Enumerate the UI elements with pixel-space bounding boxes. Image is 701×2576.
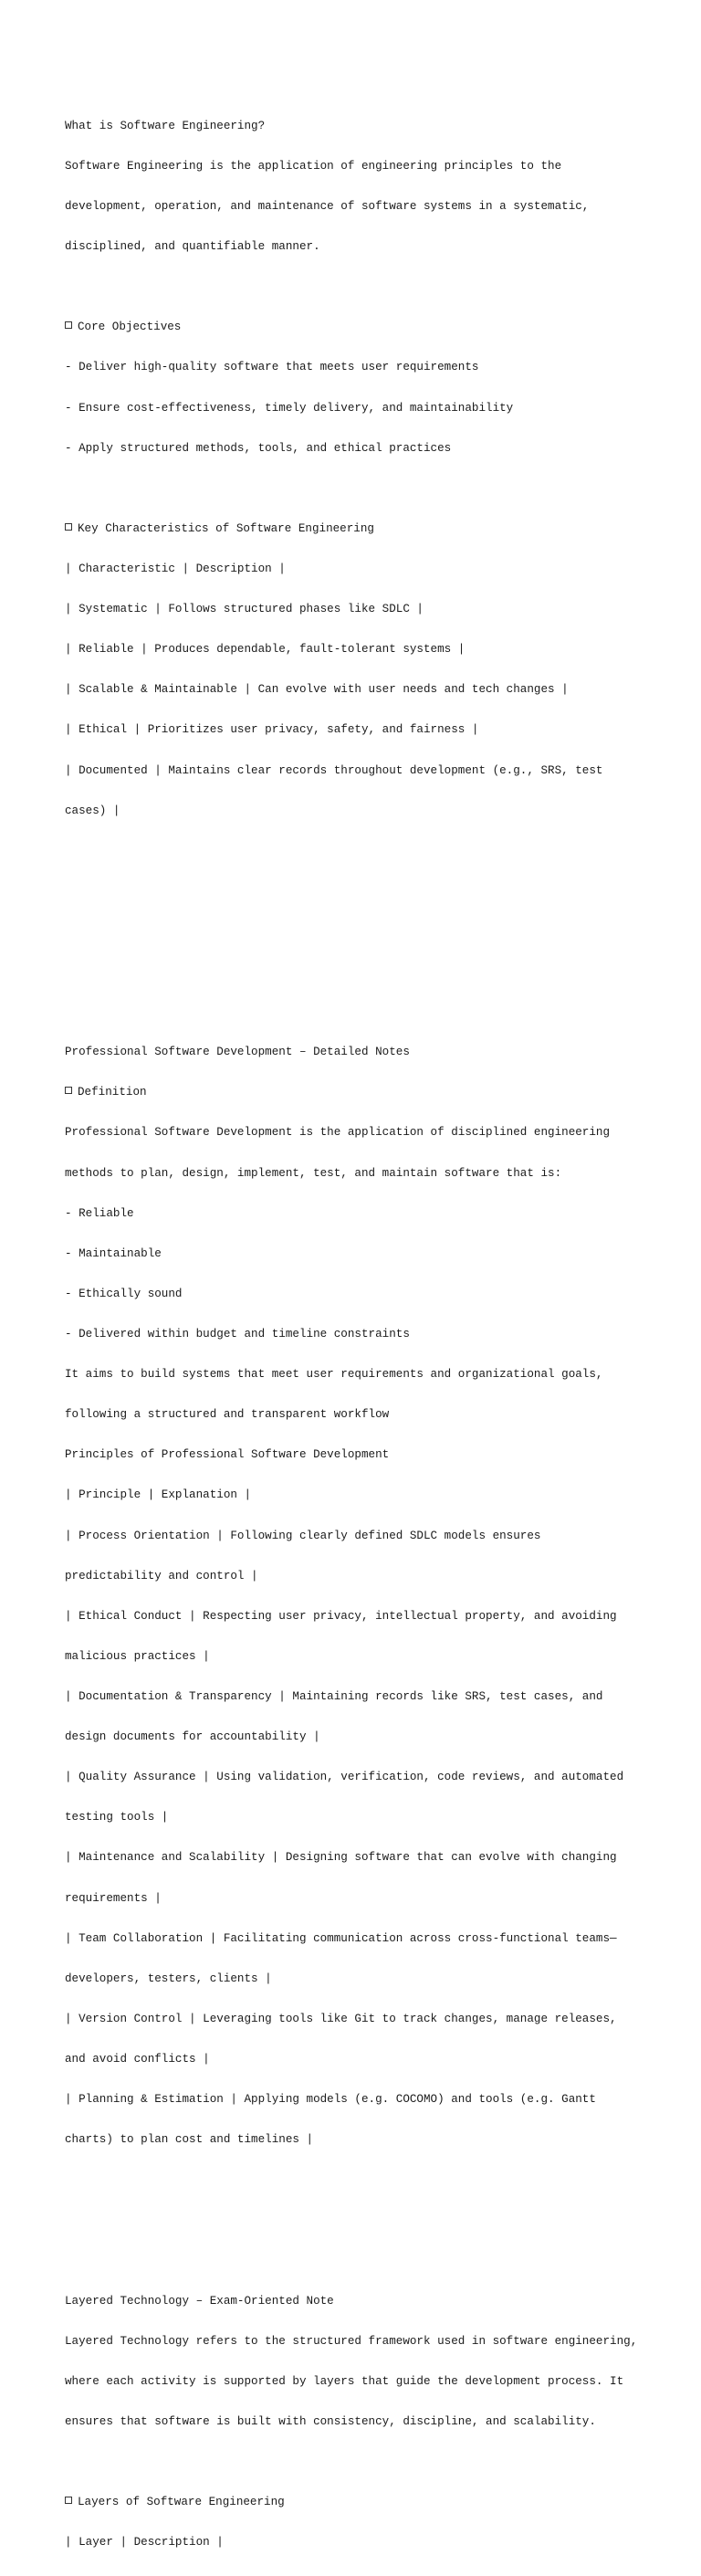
definition-line: Layered Technology refers to the structured framework used in software engineering, [65,2334,638,2348]
table-row: | Version Control | Leveraging tools like Git to track changes, manage releases, [65,2012,617,2025]
subheading-label: Layers of Software Engineering [78,2496,285,2509]
definition-line: ensures that software is built with consistency, discipline, and scalability. [65,2414,596,2428]
subheading [65,2496,658,2509]
table-row: | Systematic | Follows structured phases like SDLC | [65,603,424,616]
table-row: | Ethical | Prioritizes user privacy, safety, and fairness | [65,723,479,737]
checkbox-bullet-icon [65,321,72,329]
checkbox-bullet-icon [65,1087,72,1094]
table-row: predictability and control | [65,1569,258,1582]
list-item: - Reliable [65,1206,134,1220]
paragraph-line: following a structured and transparent workflow [65,1408,390,1422]
table-row: charts) to plan cost and timelines | [65,2133,314,2147]
table-row: cases) | [65,804,120,817]
table-row: | Layer | Description | [65,2536,224,2550]
table-row: | Quality Assurance | Using validation, verification, code reviews, and automated [65,1771,624,1784]
subheading [65,1086,658,1099]
section-title: Professional Software Development – Detailed Notes [65,1046,410,1059]
definition-line: where each activity is supported by layers that guide the development process. It [65,2374,624,2388]
table-row: | Documented | Maintains clear records throughout development (e.g., SRS, test [65,763,603,777]
table-row: | Maintenance and Scalability | Designing software that can evolve with changing [65,1851,617,1865]
table-row: | Ethical Conduct | Respecting user privacy, intellectual property, and avoiding [65,1609,617,1623]
subheading [65,321,658,334]
definition-line: Software Engineering is the application of engineering principles to the [65,159,562,173]
table-row: | Team Collaboration | Facilitating communication across cross-functional teams— [65,1931,617,1945]
definition-line: Professional Software Development is the application of disciplined engineering [65,1126,611,1140]
checkbox-bullet-icon [65,2497,72,2504]
subheading-label: Core Objectives [78,321,182,334]
list-item: - Ensure cost-effectiveness, timely delivery, and maintainability [65,401,514,415]
table-row: design documents for accountability | [65,1730,320,1744]
document-page [65,66,658,2576]
table-row: | Process Orientation | Following clearly defined SDLC models ensures [65,1529,541,1542]
table-row: | Reliable | Produces dependable, fault-tolerant systems | [65,643,466,657]
list-item: - Delivered within budget and timeline constraints [65,1328,410,1341]
list-item: - Maintainable [65,1246,162,1260]
definition-line: development, operation, and maintenance of software systems in a systematic, [65,200,590,214]
table-row: and avoid conflicts | [65,2052,210,2066]
table-row: | Scalable & Maintainable | Can evolve with user needs and tech changes | [65,683,569,697]
list-item: - Ethically sound [65,1287,183,1300]
paragraph-line: It aims to build systems that meet user requirements and organizational goals, [65,1368,603,1382]
table-row: testing tools | [65,1811,169,1824]
section-title: What is Software Engineering? [65,119,266,132]
list-item: - Apply structured methods, tools, and ethical practices [65,441,452,455]
definition-line: disciplined, and quantifiable manner. [65,240,320,254]
definition-line: methods to plan, design, implement, test, and maintain software that is: [65,1166,562,1180]
section-title: Layered Technology – Exam-Oriented Note [65,2294,334,2308]
subheading-label: Principles of Professional Software Development [65,1448,390,1462]
table-row: | Principle | Explanation | [65,1488,252,1502]
table-row: requirements | [65,1891,162,1905]
table-row: | Planning & Estimation | Applying models (e.g. COCOMO) and tools (e.g. Gantt [65,2093,596,2107]
table-row: malicious practices | [65,1649,210,1663]
table-row: developers, testers, clients | [65,1971,272,1985]
checkbox-bullet-icon [65,523,72,531]
list-item: - Deliver high-quality software that meets user requirements [65,361,479,374]
table-row: | Documentation & Transparency | Maintaining records like SRS, test cases, and [65,1689,603,1703]
table-row: | Characteristic | Description | [65,562,286,575]
subheading [65,522,658,536]
subheading-label: Key Characteristics of Software Engineering [78,521,374,535]
subheading-label: Definition [78,1086,147,1099]
